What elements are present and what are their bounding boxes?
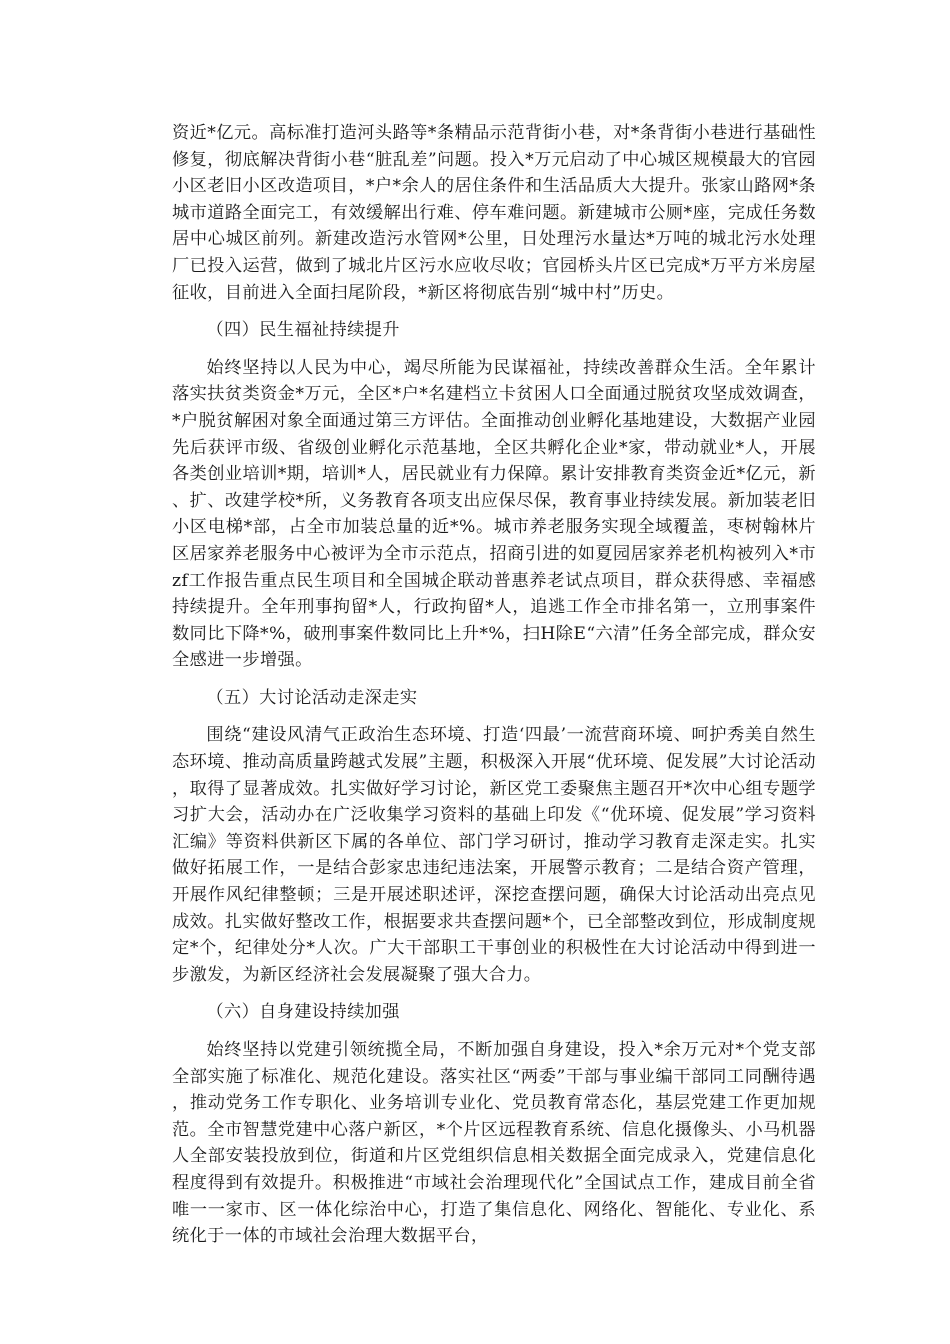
paragraph-self-construction: 始终坚持以党建引领统揽全局，不断加强自身建设，投入*余万元对*个党支部全部实施了标准化、规范化建设。落实社区“两委”干部与事业编干部同工同酬待遇，推动党务工作专职化、业务培训专业化、党员教育常态化，基层党建工作更加规范。全市智慧党建中心落户新区，*个片区远程教育系统、信息化摄像头、小马机器人全部安装投放到位，街道和片区党组织信息相关数据全面完成录入，党建信息化程度得到有效提升。积极推进“市域社会治理现代化”全国试点工作，建成目前全省唯一一家市、区一体化综治中心，打造了集信息化、网络化、智能化、专业化、系统化于一体的市域社会治理大数据平台， bbox=[172, 1040, 816, 1247]
paragraph-livelihood: 始终坚持以人民为中心，竭尽所能为民谋福祉，持续改善群众生活。全年累计落实扶贫类资金*万元，全区*户*名建档立卡贫困人口全面通过脱贫攻坚成效调查，*户脱贫解困对象全面通过第三方评估。全面推动创业孵化基地建设，大数据产业园先后获评市级、省级创业孵化示范基地，全区共孵化企业*家，带动就业*人，开展各类创业培训*期，培训*人，居民就业有力保障。累计安排教育类资金近*亿元，新、扩、改建学校*所，义务教育各项支出应保尽保，教育事业持续发展。新加装老旧小区电梯*部，占全市加装总量的近*%。城市养老服务实现全域覆盖，枣树翰林片区居家养老服务中心被评为全市示范点，招商引进的如夏园居家养老机构被列入*市zf工作报告重点民生项目和全国城企联动普惠养老试点项目，群众获得感、幸福感持续提升。全年刑事拘留*人，行政拘留*人，追逃工作全市排名第一，立刑事案件数同比下降*%，破刑事案件数同比上升*%，扫H除E“六清”任务全部完成，群众安全感进一步增强。 bbox=[172, 357, 816, 671]
document-body bbox=[172, 120, 816, 1250]
section-heading-5: （五）大讨论活动走深走实 bbox=[206, 687, 418, 708]
paragraph-urban-renewal-continued: 资近*亿元。高标准打造河头路等*条精品示范背街小巷，对*条背街小巷进行基础性修复，彻底解决背街小巷“脏乱差”问题。投入*万元启动了中心城区规模最大的官园小区老旧小区改造项目，*户*余人的居住条件和生活品质大大提升。张家山路网*条城市道路全面完工，有效缓解出行难、停车难问题。新建城市公厕*座，完成任务数居中心城区前列。新建改造污水管网*公里，日处理污水量达*万吨的城北污水处理厂已投入运营，做到了城北片区污水应收尽收；官园桥头片区已完成*万平方米房屋征收，目前进入全面扫尾阶段，*新区将彻底告别“城中村”历史。 bbox=[172, 123, 816, 303]
section-heading-6: （六）自身建设持续加强 bbox=[206, 1002, 400, 1023]
paragraph-discussion-campaign: 围绕“建设风清气正政治生态环境、打造‘四最’一流营商环境、呵护秀美自然生态环境、推动高质量跨越式发展”主题，积极深入开展“优环境、促发展”大讨论活动，取得了显著成效。扎实做好学习讨论，新区党工委聚焦主题召开*次中心组专题学习扩大会，活动办在广泛收集学习资料的基础上印发《“优环境、促发展”学习资料汇编》等资料供新区下属的各单位、部门学习研讨，推动学习教育走深走实。扎实做好拓展工作，一是结合彭家忠违纪违法案，开展警示教育；二是结合资产管理，开展作风纪律整顿；三是开展述职述评，深挖查摆问题，确保大讨论活动出亮点见成效。扎实做好整改工作，根据要求共查摆问题*个，已全部整改到位，形成制度规定*个，纪律处分*人次。广大干部职工干事创业的积极性在大讨论活动中得到进一步激发，为新区经济社会发展凝聚了强大合力。 bbox=[172, 725, 816, 985]
section-heading-4: （四）民生福祉持续提升 bbox=[206, 320, 400, 341]
